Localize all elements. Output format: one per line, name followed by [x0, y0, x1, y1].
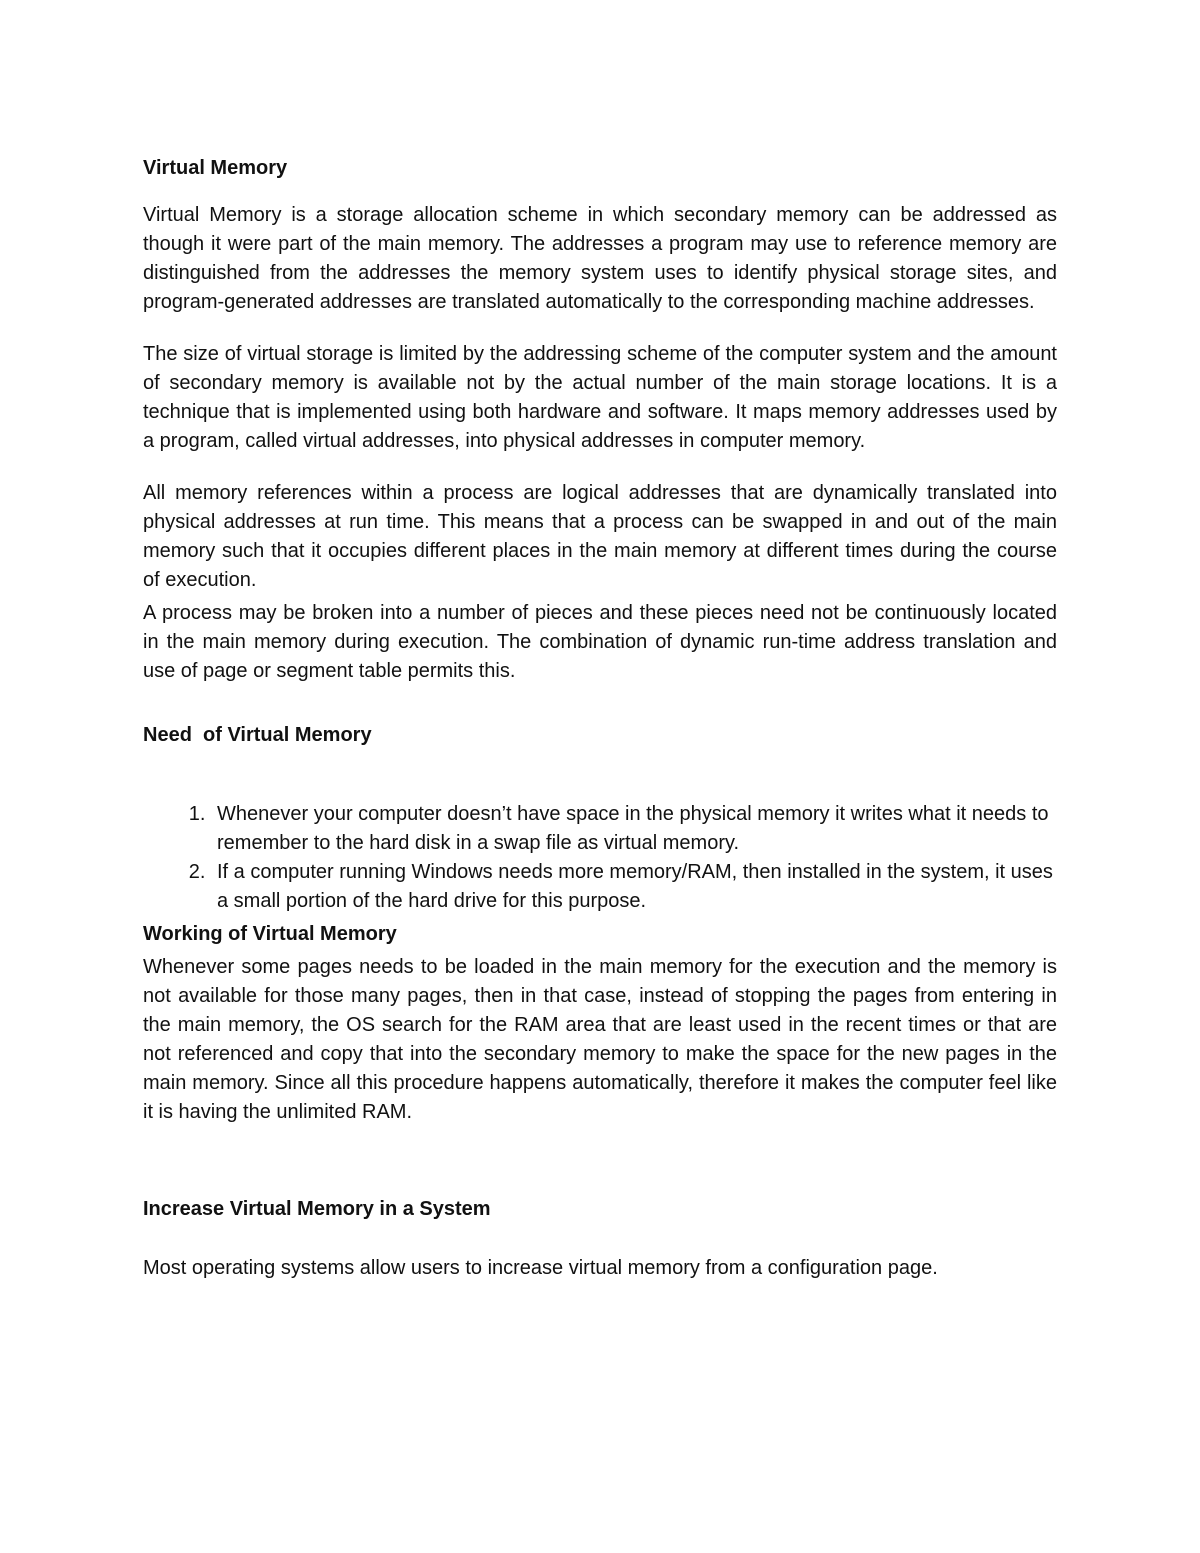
section-heading-need: Need of Virtual Memory	[143, 724, 372, 746]
paragraph-size: The size of virtual storage is limited by the addressing scheme of the computer system and the amount of secondary memory is available not by the actual number of the main storage locations. It is a technique that is implemented using both hardware and software. It maps memory addresses used by a program, called virtual addresses, into physical addresses in computer memory.	[143, 343, 1057, 452]
section-heading-working: Working of Virtual Memory	[143, 923, 397, 945]
need-list	[143, 800, 1057, 916]
list-item: 1. Whenever your computer doesn’t have space in the physical memory it writes what it needs to remember to the hard disk in a swap file as virtual memory.	[211, 800, 1057, 858]
paragraph-references: All memory references within a process are logical addresses that are dynamically translated into physical addresses at run time. This means that a process can be swapped in and out of the main memory such that it occupies different places in the main memory at different times during the course of execution.	[143, 482, 1057, 591]
document-body	[143, 154, 1057, 1283]
section-heading-increase: Increase Virtual Memory in a System	[143, 1198, 491, 1220]
section-heading-virtual-memory: Virtual Memory	[143, 157, 288, 179]
paragraph-pieces: A process may be broken into a number of pieces and these pieces need not be continuously located in the main memory during execution. The combination of dynamic run-time address translation and use of page or segment table permits this.	[143, 602, 1057, 682]
list-item: 2. If a computer running Windows needs more memory/RAM, then installed in the system, it uses a small portion of the hard drive for this purpose.	[211, 858, 1057, 916]
paragraph-definition: Virtual Memory is a storage allocation scheme in which secondary memory can be addressed as though it were part of the main memory. The addresses a program may use to reference memory are distinguished from the addresses the memory system uses to identify physical storage sites, and program-generated addresses are translated automatically to the corresponding machine addresses.	[143, 204, 1057, 313]
paragraph-working: Whenever some pages needs to be loaded in the main memory for the execution and the memory is not available for those many pages, then in that case, instead of stopping the pages from entering in the main memory, the OS search for the RAM area that are least used in the recent times or that are not referenced and copy that into the secondary memory to make the space for the new pages in the main memory. Since all this procedure happens automatically, therefore it makes the computer feel like it is having the unlimited RAM.	[143, 956, 1057, 1123]
paragraph-increase: Most operating systems allow users to increase virtual memory from a configuration page.	[143, 1257, 938, 1279]
